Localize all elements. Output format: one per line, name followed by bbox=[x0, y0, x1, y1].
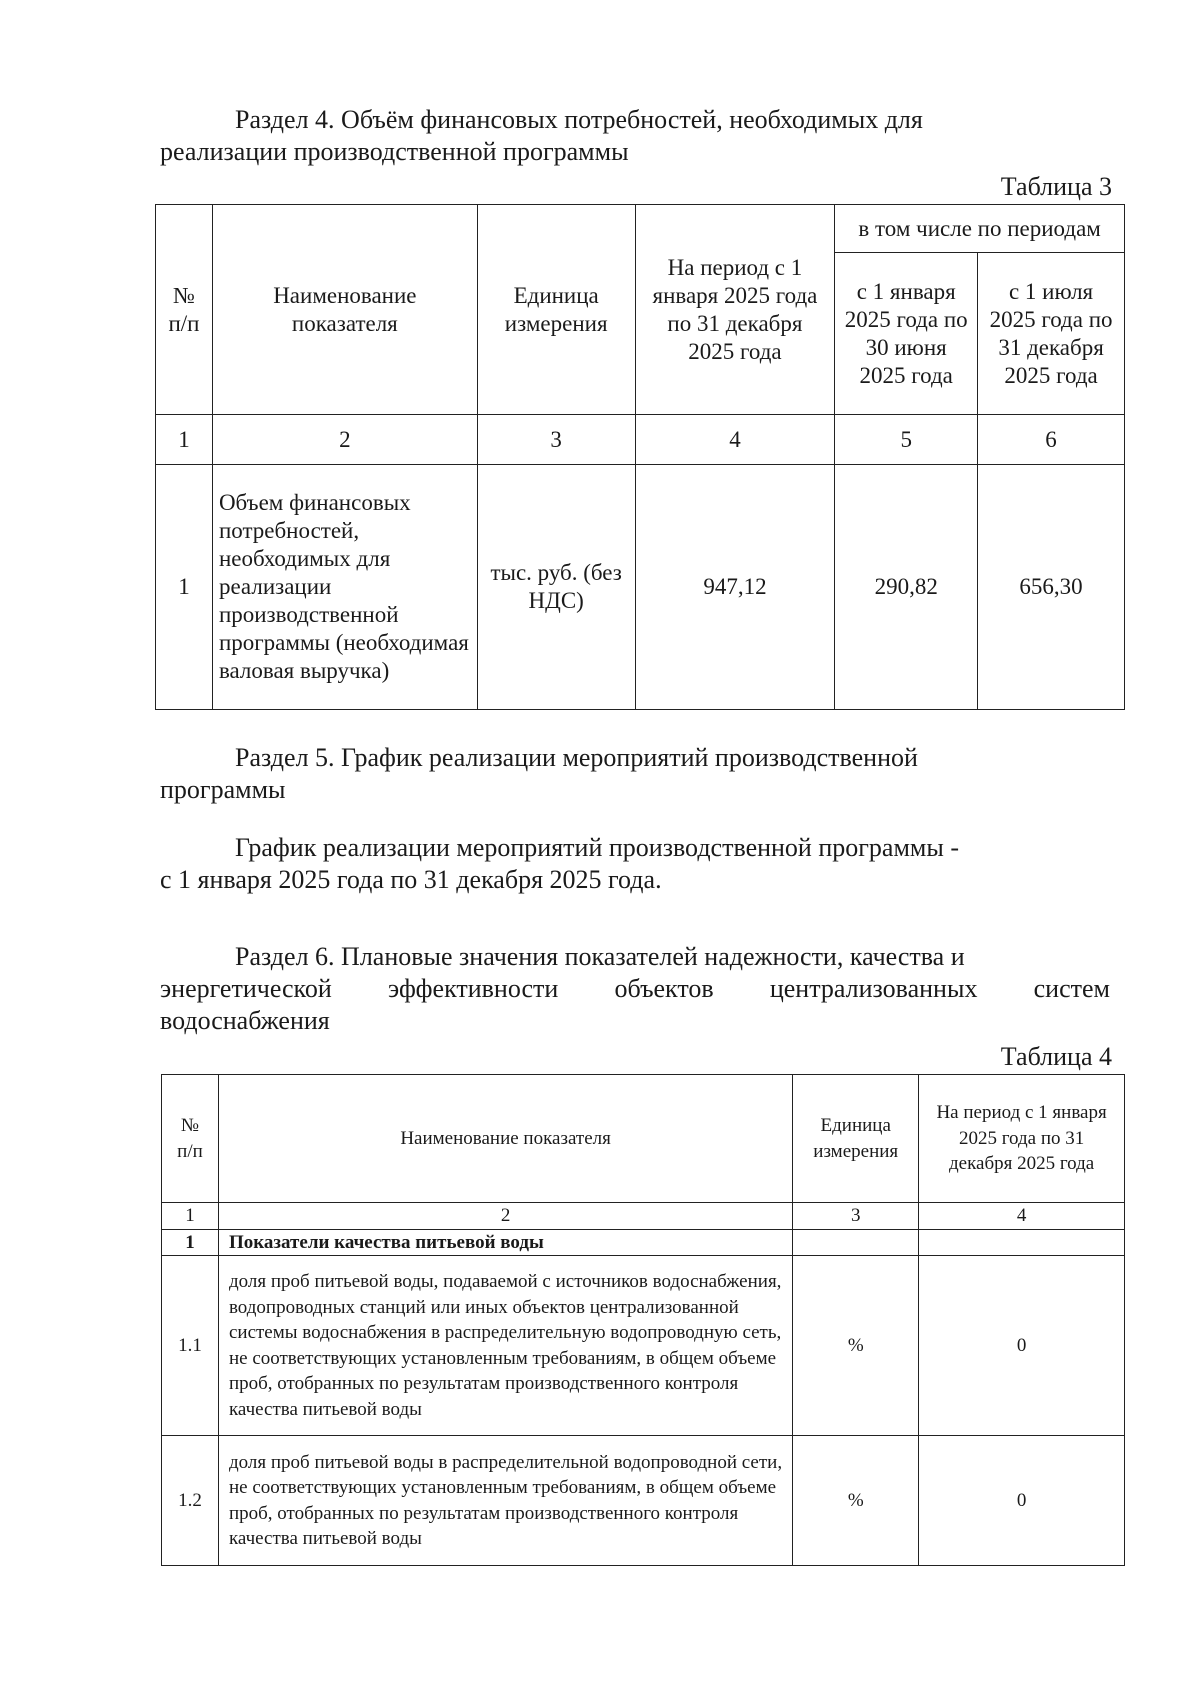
t4-colnum: 4 bbox=[919, 1203, 1125, 1230]
section-5-heading-line1: Раздел 5. График реализации мероприятий производственной bbox=[235, 743, 918, 772]
t4-group-value bbox=[919, 1229, 1125, 1256]
t4-group-name: Показатели качества питьевой воды bbox=[218, 1229, 792, 1256]
t4-header-unit: Единица измерения bbox=[793, 1075, 919, 1203]
t3-colnum: 1 bbox=[156, 415, 213, 465]
section-5-body-line2: с 1 января 2025 года по 31 декабря 2025 года. bbox=[160, 865, 662, 894]
t3-row-unit: тыс. руб. (без НДС) bbox=[477, 465, 635, 710]
t4-colnum: 2 bbox=[218, 1203, 792, 1230]
section-6-heading-line2: энергетической эффективности объектов централизованных систем bbox=[160, 974, 1110, 1003]
t4-row-value: 0 bbox=[919, 1436, 1125, 1566]
t3-header-name: Наименование показателя bbox=[212, 205, 477, 415]
t3-header-half1: с 1 января 2025 года по 30 июня 2025 года bbox=[835, 253, 978, 415]
table-row bbox=[162, 1436, 1125, 1566]
table-3-caption: Таблица 3 bbox=[1000, 172, 1112, 201]
t3-colnum: 5 bbox=[835, 415, 978, 465]
t3-colnum: 4 bbox=[635, 415, 835, 465]
section-4-heading-line2: реализации производственной программы bbox=[160, 137, 629, 166]
table-4-caption: Таблица 4 bbox=[1000, 1042, 1112, 1071]
t3-colnum: 3 bbox=[477, 415, 635, 465]
section-5-heading bbox=[160, 742, 1110, 806]
t3-row-half1: 290,82 bbox=[835, 465, 978, 710]
section-6-heading-line1: Раздел 6. Плановые значения показателей надежности, качества и bbox=[235, 942, 965, 971]
t3-header-period: На период с 1 января 2025 года по 31 декабря 2025 года bbox=[635, 205, 835, 415]
t3-header-unit: Единица измерения bbox=[477, 205, 635, 415]
t3-row-half2: 656,30 bbox=[978, 465, 1125, 710]
t4-header-name: Наименование показателя bbox=[218, 1075, 792, 1203]
t4-colnum: 3 bbox=[793, 1203, 919, 1230]
t4-colnum: 1 bbox=[162, 1203, 219, 1230]
table-4 bbox=[161, 1074, 1125, 1566]
t3-header-num: № п/п bbox=[156, 205, 213, 415]
table-row bbox=[156, 465, 1125, 710]
t3-row-num: 1 bbox=[156, 465, 213, 710]
t3-colnum: 2 bbox=[212, 415, 477, 465]
t4-row-name: доля проб питьевой воды в распределительной водопроводной сети, не соответствующих установленным требованиям, в общем объеме проб, отобранных по результатам производственного контроля качества питьевой воды bbox=[218, 1436, 792, 1566]
t4-header-period: На период с 1 января 2025 года по 31 декабря 2025 года bbox=[919, 1075, 1125, 1203]
t4-group-unit bbox=[793, 1229, 919, 1256]
t3-row-total: 947,12 bbox=[635, 465, 835, 710]
section-5-body-line1: График реализации мероприятий производственной программы - bbox=[235, 833, 960, 862]
t4-row-unit: % bbox=[793, 1436, 919, 1566]
t4-row-num: 1.2 bbox=[162, 1436, 219, 1566]
t4-row-unit: % bbox=[793, 1256, 919, 1436]
t3-row-name: Объем финансовых потребностей, необходимых для реализации производственной программы (необходимая валовая выручка) bbox=[212, 465, 477, 710]
t4-header-num: № п/п bbox=[162, 1075, 219, 1203]
section-6-heading-line3: водоснабжения bbox=[160, 1006, 330, 1035]
t4-row-value: 0 bbox=[919, 1256, 1125, 1436]
section-5-heading-line2: программы bbox=[160, 775, 286, 804]
t4-group-num: 1 bbox=[162, 1229, 219, 1256]
t3-header-subperiods: в том числе по периодам bbox=[835, 205, 1125, 253]
section-4-heading-line1: Раздел 4. Объём финансовых потребностей, необходимых для bbox=[235, 105, 923, 134]
t4-row-name: доля проб питьевой воды, подаваемой с источников водоснабжения, водопроводных станций или иных объектов централизованной системы водоснабжения в распределительную водопроводную сеть, не соответствующих установленным требованиям, в общем объеме проб, отобранных по результатам производственного контроля качества питьевой воды bbox=[218, 1256, 792, 1436]
t4-row-num: 1.1 bbox=[162, 1256, 219, 1436]
t3-colnum: 6 bbox=[978, 415, 1125, 465]
section-4-heading bbox=[160, 104, 1110, 168]
t3-header-half2: с 1 июля 2025 года по 31 декабря 2025 года bbox=[978, 253, 1125, 415]
table-3 bbox=[155, 204, 1125, 710]
section-5-body bbox=[160, 832, 1110, 896]
table-group-row bbox=[162, 1229, 1125, 1256]
table-row bbox=[162, 1256, 1125, 1436]
section-6-heading bbox=[160, 941, 1110, 1037]
